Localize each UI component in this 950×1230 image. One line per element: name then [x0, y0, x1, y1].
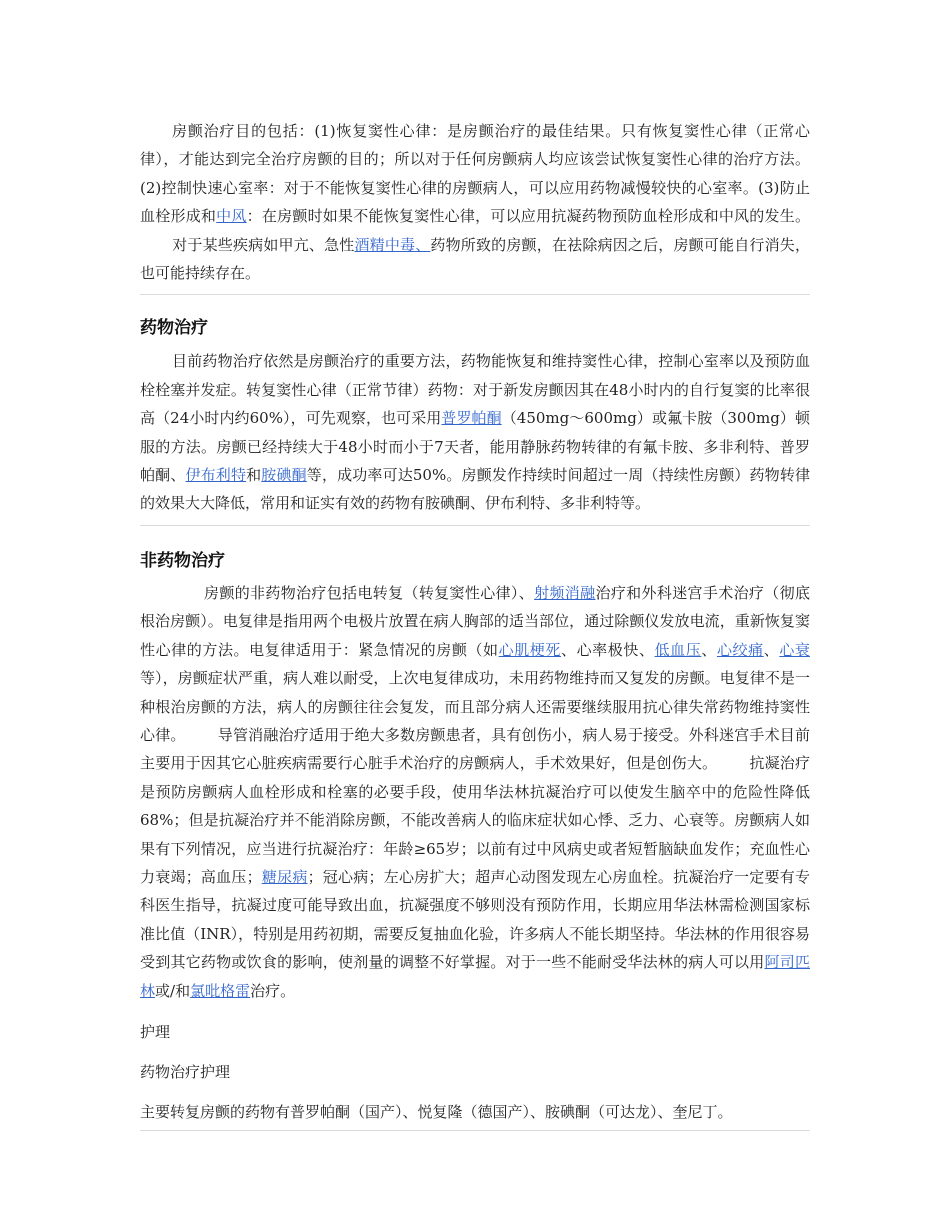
link-stroke[interactable]: 中风 — [216, 207, 247, 226]
text-span: 等，成功率可达50%。房颤发作持续时间超过一周（持续性房颤）药物转律的效果大大降低，常用和证实有效的药物有胺碘酮、伊布利特、多非利特等。 — [140, 466, 810, 513]
text-span: 对于某些疾病如甲亢、急性 — [172, 235, 355, 254]
text-span: 和 — [246, 466, 262, 485]
text-span: 药物所致的房颤，在祛除病因之后，房颤可能自行消失，也可能持续存在。 — [140, 235, 810, 283]
treatment-goals-paragraph — [140, 117, 810, 287]
link-aspirin[interactable]: 阿司匹林 — [140, 953, 810, 1000]
non-drug-therapy-paragraph — [140, 579, 810, 1005]
drug-therapy-paragraph — [140, 347, 810, 517]
section-divider — [140, 1130, 810, 1131]
text-span: 房颤治疗目的包括：(1)恢复窦性心律：是房颤治疗的最佳结果。只有恢复窦性心律（正常心律），才能达到完全治疗房颤的目的；所以对于任何房颤病人均应该尝试恢复窦性心律的治疗方法。(2)控制快速心室率：对于不能恢复窦性心律的房颤病人，可以应用药物减慢较快的心室率。(3)防止血栓形成和 — [140, 122, 810, 226]
text-span: 房颤的非药物治疗包括电转复（转复窦性心律）、 — [204, 583, 535, 602]
text-span: 、心率极快、 — [561, 640, 655, 659]
text-span: （450mg～600mg）或氟卡胺（300mg）顿服的方法。房颤已经持续大于48小时而小于7天者，能用静脉药物转律的有氟卡胺、多非利特、普罗帕酮、 — [140, 409, 810, 485]
text-span: 或/和 — [155, 981, 191, 1000]
text-span: 治疗和外科迷宫手术治疗（彻底根治房颤）。电复律是指用两个电极片放置在病人胸部的适当部位，通过除颤仪发放电流，重新恢复窦性心律的方法。电复律适用于：紧急情况的房颤（如 — [140, 583, 810, 659]
text-span: ；冠心病；左心房扩大；超声心动图发现左心房血栓。抗凝治疗一定要有专科医生指导，抗凝过度可能导致出血，抗凝强度不够则没有预防作用，长期应用华法林需检测国家标准比值（INR），特别是用药初期，需要反复抽血化验，许多病人不能长期坚持。华法林的作用很容易受到其它药物或饮食的影响，使剂量的调整不好掌握。对于一些不能耐受华法林的病人可以用 — [140, 867, 810, 972]
text-span: 等），房颤症状严重，病人难以耐受，上次电复律成功，未用药物维持而又复发的房颤。电复律不是一种根治房颤的方法，病人的房颤往往会复发，而且部分病人还需要继续服用抗心律失常药物维持窦性心律。 — [140, 669, 810, 744]
link-amiodarone[interactable]: 胺碘酮 — [261, 466, 307, 485]
section-heading-non-drug-therapy: 非药物治疗 — [140, 550, 225, 571]
text-span: 、 — [701, 640, 717, 659]
link-angina[interactable]: 心绞痛 — [716, 640, 764, 659]
section-heading-drug-therapy: 药物治疗 — [140, 318, 208, 339]
link-alcohol-poisoning[interactable]: 酒精中毒、 — [354, 235, 431, 254]
text-span: 治疗。 — [250, 981, 296, 1000]
section-divider — [140, 525, 810, 526]
text-span: 导管消融治疗适用于绝大多数房颤患者，具有创伤小，病人易于接受。外科迷宫手术目前主要用于因其它心脏疾病需要行心脏手术治疗的房颤病人，手术效果好，但是创伤大。 — [140, 725, 810, 773]
link-ibutilide[interactable]: 伊布利特 — [185, 466, 247, 485]
section-divider — [140, 294, 810, 295]
link-diabetes[interactable]: 糖尿病 — [261, 867, 308, 886]
text-span: ：在房颤时如果不能恢复窦性心律，可以应用抗凝药物预防血栓形成和中风的发生。 — [246, 207, 810, 226]
text-span: 目前药物治疗依然是房颤治疗的重要方法，药物能恢复和维持窦性心律，控制心室率以及预防血栓栓塞并发症。转复窦性心律（正常节律）药物：对于新发房颤因其在48小时内的自行复窦的比率很高（24小时内约60%），可先观察，也可采用 — [140, 352, 810, 428]
nursing-drugs-text: 主要转复房颤的药物有普罗帕酮（国产）、悦复隆（德国产）、胺碘酮（可达龙）、奎尼丁。 — [140, 1102, 733, 1121]
link-propafenone[interactable]: 普罗帕酮 — [441, 409, 502, 428]
text-span: 抗凝治疗是预防房颤病人血栓形成和栓塞的必要手段，使用华法林抗凝治疗可以使发生脑卒中的危险性降低68%；但是抗凝治疗并不能消除房颤，不能改善病人的临床症状如心悸、乏力、心衰等。房颤病人如果有下列情况，应当进行抗凝治疗：年龄≥65岁；以前有过中风病史或者短暂脑缺血发作；充血性心力衰竭；高血压； — [140, 754, 810, 886]
nursing-label: 护理 — [140, 1022, 171, 1041]
link-radiofrequency-ablation[interactable]: 射频消融 — [534, 583, 596, 602]
drug-nursing-label: 药物治疗护理 — [140, 1062, 231, 1081]
link-clopidogrel[interactable]: 氯吡格雷 — [190, 981, 251, 1000]
link-heart-failure[interactable]: 心衰 — [779, 640, 810, 659]
link-myocardial-infarction[interactable]: 心肌梗死 — [498, 640, 561, 659]
text-span: 、 — [763, 640, 780, 659]
article-content — [140, 117, 810, 1131]
link-hypotension[interactable]: 低血压 — [654, 640, 702, 659]
